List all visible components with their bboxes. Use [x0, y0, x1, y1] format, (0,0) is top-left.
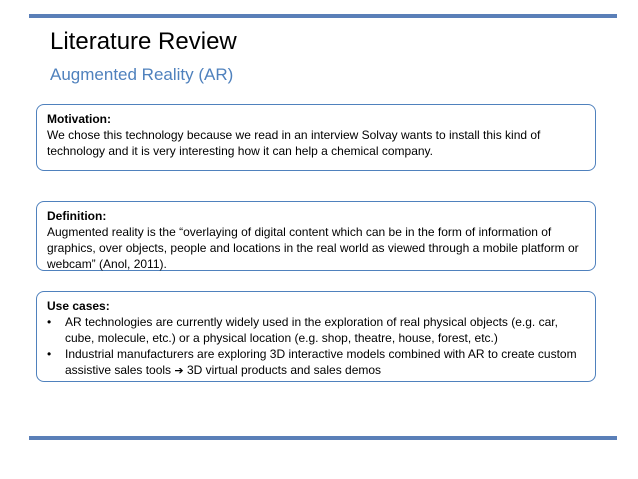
use-cases-heading: Use cases: [47, 299, 110, 313]
use-case-text: AR technologies are currently widely used in the exploration of real physical objects (e.g. car, cube, molecule, etc.) or a physical location (e.g. shop, theatre, house, forest, etc.) [65, 315, 558, 345]
use-case-text-continued: 3D virtual products and sales demos [183, 363, 382, 377]
motivation-text: We chose this technology because we read in an interview Solvay wants to install this kind of technology and it is very interesting how it can help a chemical company. [47, 128, 541, 158]
use-case-text: Industrial manufacturers are exploring 3D interactive models combined with AR to create custom assistive sales tools [65, 347, 577, 377]
top-rule [29, 14, 617, 18]
definition-heading: Definition: [47, 209, 107, 223]
bullet-icon: • [47, 315, 52, 329]
use-cases-box [36, 291, 596, 382]
list-item [47, 314, 585, 346]
definition-text: Augmented reality is the “overlaying of digital content which can be in the form of information of graphics, over objects, people and locations in the real world as viewed through a mobile platform or webcam” (Anol, 2011). [47, 225, 579, 271]
use-cases-list [47, 314, 585, 379]
bullet-icon: • [47, 347, 52, 361]
slide-title: Literature Review [50, 28, 237, 55]
bottom-rule [29, 436, 617, 440]
motivation-box [36, 104, 596, 171]
slide-subtitle: Augmented Reality (AR) [50, 65, 234, 84]
motivation-heading: Motivation: [47, 112, 111, 126]
definition-box [36, 201, 596, 271]
list-item [47, 346, 585, 379]
right-arrow-icon: ➔ [174, 364, 184, 377]
